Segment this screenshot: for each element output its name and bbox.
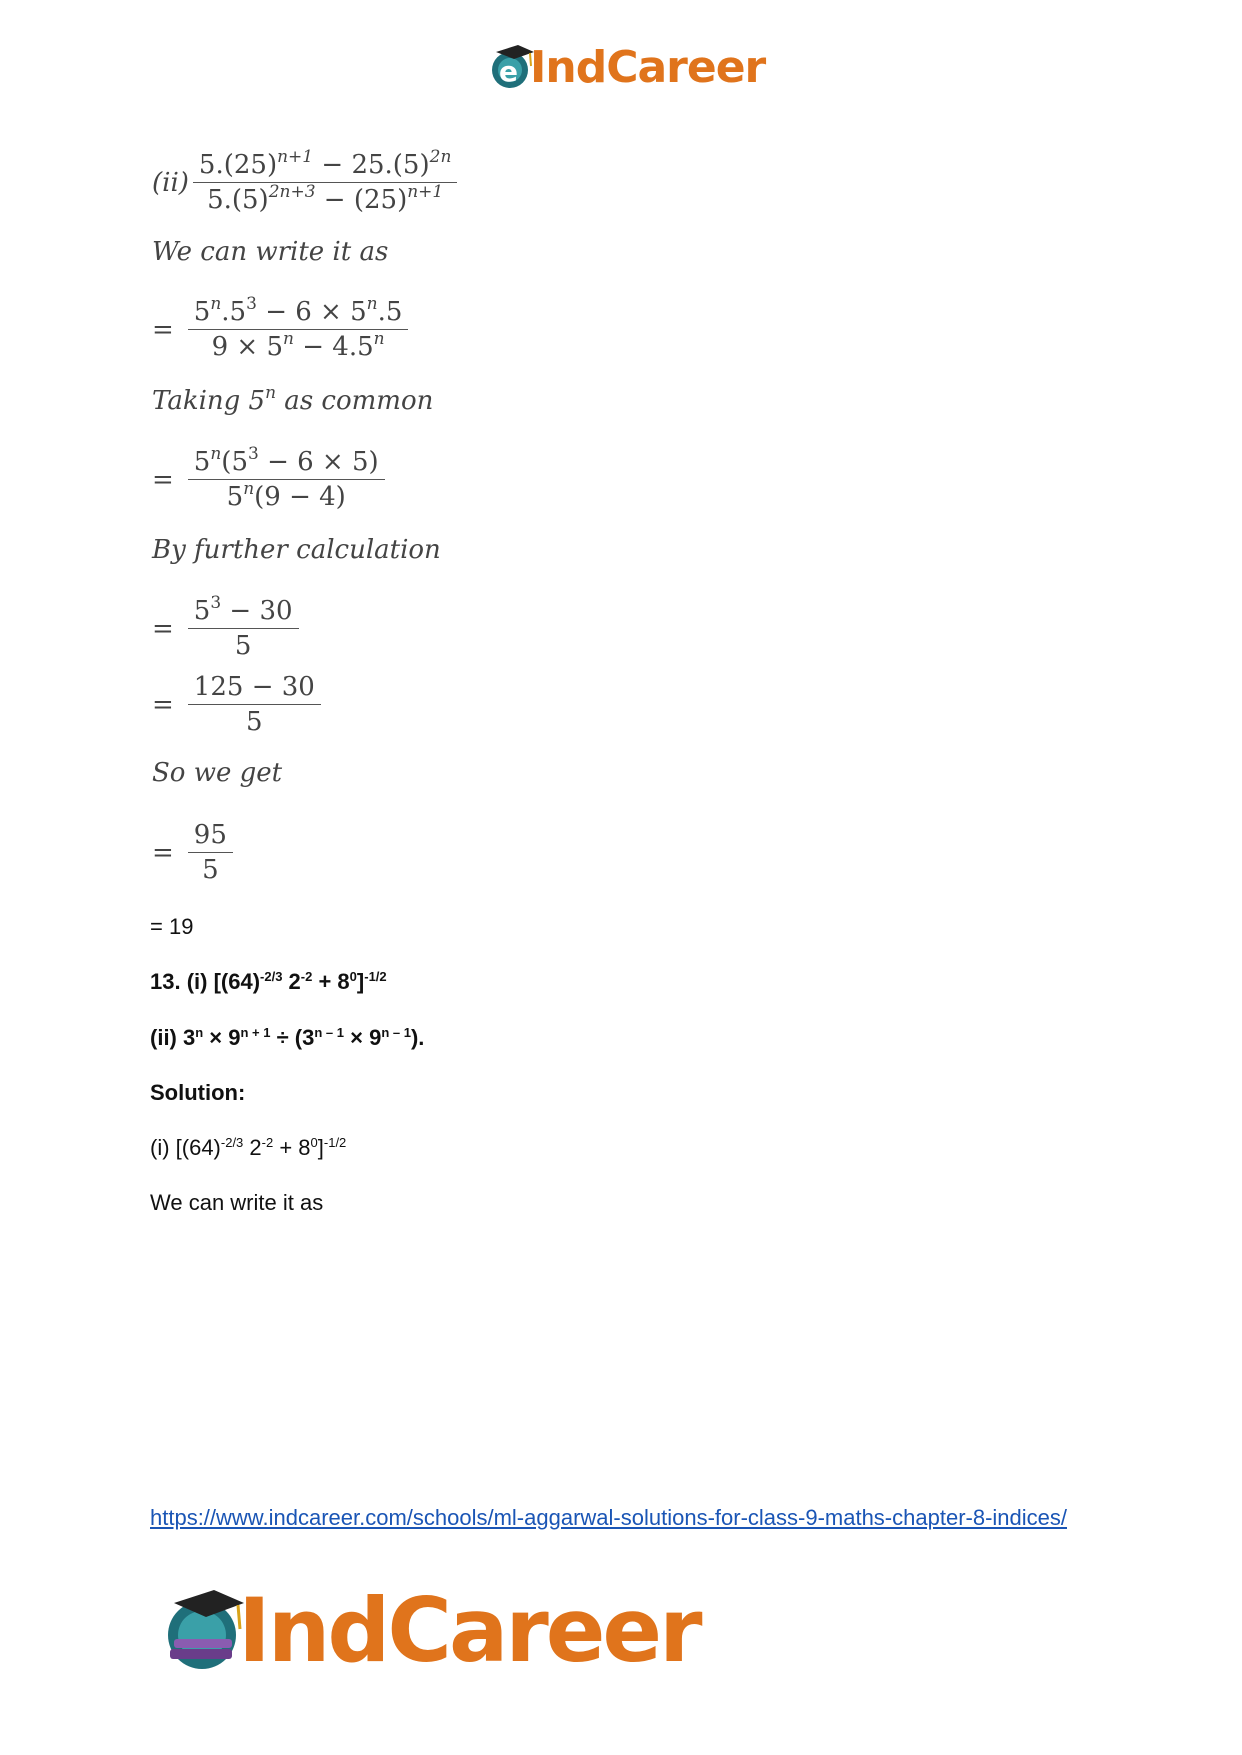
result-value: = 19 [150, 914, 194, 939]
brand-name: IndCareer [530, 41, 766, 93]
graduation-globe-icon [488, 44, 536, 90]
text-further-calculation: By further calculation [152, 535, 441, 565]
source-url-link[interactable]: https://www.indcareer.com/schools/ml-aggarwal-solutions-for-class-9-maths-chapter-8-indices/ [150, 1505, 1067, 1530]
given-expression: (ii) $\frac{5.(25)^{n+1} - 25.(5)^{2n}}{5.(5)^{2n+3} - (25)^{n+1}}$ [152, 150, 457, 215]
solution-heading: Solution: [150, 1080, 246, 1105]
question-13-i: 13. (i) [$(64)^{-2/3}$ $2^{-2} + 8^0]^{-1/2}$ [150, 969, 387, 994]
text-taking-common: Taking 5$^n$ as common [152, 383, 434, 416]
step-2: = $\frac{5^n(5^3 - 6 \times 5)}{5^n(9 - 4)}$ [152, 447, 385, 512]
text-we-can-write-2: We can write it as [150, 1190, 324, 1215]
graduation-globe-icon [160, 1587, 248, 1673]
brand-name: IndCareer [238, 1578, 700, 1682]
step-5: = $\frac{95}{5}$ [152, 820, 233, 885]
text-so-we-get: So we get [152, 758, 283, 788]
svg-text:e: e [499, 55, 518, 88]
question-13-ii: (ii) $3^n \times 9^{n + 1} \div (3^{n - 1} \times 9^{n - 1})$. [150, 1025, 425, 1050]
text-we-can-write: We can write it as [152, 237, 389, 267]
part-label: (ii) [152, 167, 189, 198]
step-3: = $\frac{5^3 - 30}{5}$ [152, 596, 299, 661]
footer-logo [160, 1578, 700, 1682]
step-1: = $\frac{5^n.5^3 - 6 \times 5^n.5}{9 \times 5^n - 4.5^n}$ [152, 297, 408, 362]
solution-part-i: (i) [$(64)^{-2/3}$ $2^{-2} + 8^0]^{-1/2}$ [150, 1135, 347, 1160]
step-4: = $\frac{125 - 30}{5}$ [152, 672, 321, 737]
header-logo [488, 42, 765, 92]
